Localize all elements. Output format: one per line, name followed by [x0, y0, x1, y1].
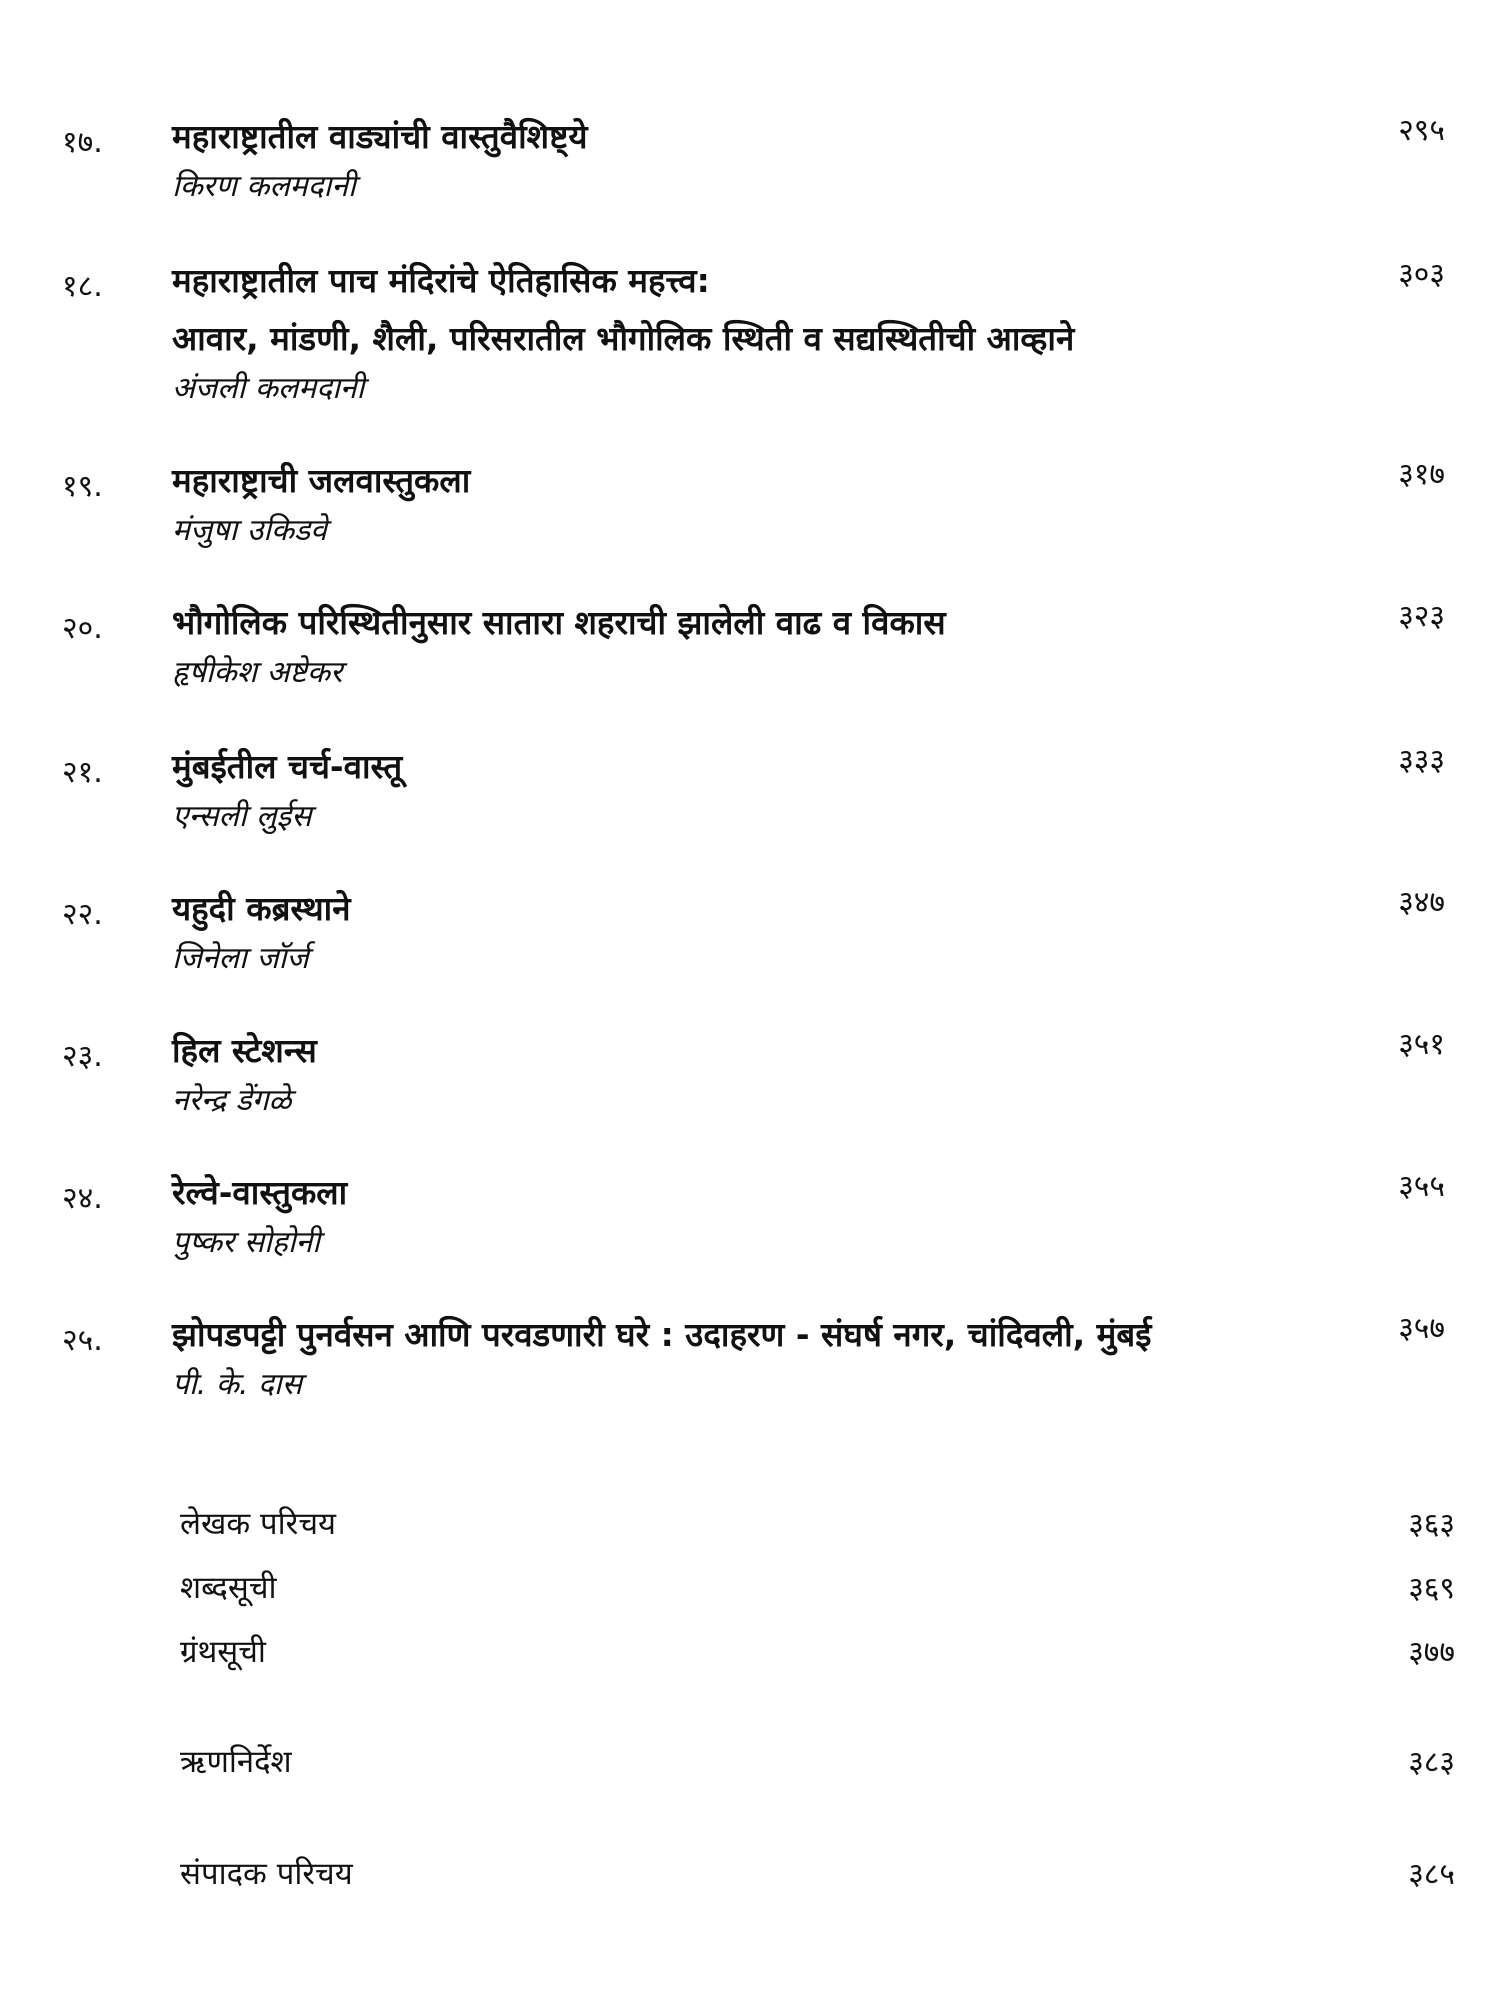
entry-title [172, 1306, 1352, 1364]
entry-title-line: महाराष्ट्रातील वाड्यांची वास्तुवैशिष्ट्ये [172, 117, 588, 156]
entry-author: किरण कलमदानी [172, 169, 356, 204]
entry-number: २२. [62, 897, 103, 932]
entry-title-line: हिल स्टेशन्स [172, 1031, 317, 1070]
back-matter-page: ३६३ [1408, 1507, 1455, 1542]
back-matter-page: ३७७ [1408, 1635, 1455, 1670]
entry-number: २५. [62, 1323, 103, 1358]
entry-title-line: झोपडपट्टी पुनर्वसन आणि परवडणारी घरे : उदाहरण - संघर्ष नगर, चांदिवली, मुंबई [172, 1315, 1152, 1354]
entry-title-line: मुंबईतील चर्च-वास्तू [172, 747, 403, 786]
entry-page-number: २९५ [1398, 113, 1445, 148]
entry-title-line: आवार, मांडणी, शैली, परिसरातील भौगोलिक स्थिती व सद्यस्थितीची आव्हाने [172, 319, 1075, 358]
entry-title [172, 1164, 1352, 1222]
entry-page-number: ३२३ [1398, 599, 1445, 634]
back-matter-page: ३८५ [1408, 1857, 1455, 1892]
entry-title [172, 252, 1352, 368]
entry-page-number: ३३३ [1398, 743, 1445, 778]
entry-author: पुष्कर सोहोनी [172, 1225, 321, 1260]
entry-number: १९. [62, 469, 103, 504]
entry-page-number: ३५१ [1398, 1027, 1445, 1062]
entry-page-number: ३५५ [1398, 1169, 1445, 1204]
entry-title-line: भौगोलिक परिस्थितीनुसार सातारा शहराची झालेली वाढ व विकास [172, 603, 946, 642]
back-matter-label: शब्दसूची [180, 1570, 277, 1606]
entry-title-line: यहुदी कब्रस्थाने [172, 889, 351, 928]
entry-author: हृषीकेश अष्टेकर [172, 655, 343, 690]
entry-page-number: ३१७ [1398, 457, 1445, 492]
entry-page-number: ३५७ [1398, 1311, 1445, 1346]
entry-title [172, 738, 1352, 796]
entry-author: पी. के. दास [172, 1367, 302, 1402]
entry-title [172, 880, 1352, 938]
entry-author: नरेन्द्र डेंगळे [172, 1083, 292, 1118]
entry-number: २०. [62, 611, 103, 646]
entry-title [172, 108, 1352, 166]
entry-number: २३. [62, 1039, 103, 1074]
entry-number: २१. [62, 755, 103, 790]
entry-page-number: ३४७ [1398, 885, 1445, 920]
entry-title-line: महाराष्ट्रातील पाच मंदिरांचे ऐतिहासिक महत्त्व: [172, 261, 710, 300]
entry-number: २४. [62, 1181, 103, 1216]
back-matter-page: ३८३ [1408, 1745, 1455, 1780]
back-matter-label: ग्रंथसूची [180, 1634, 266, 1670]
entry-author: मंजुषा उकिडवे [172, 513, 327, 548]
back-matter-label: लेखक परिचय [180, 1506, 337, 1542]
entry-page-number: ३०३ [1398, 257, 1445, 292]
entry-title [172, 452, 1352, 510]
entry-author: जिनेला जॉर्ज [172, 941, 309, 976]
entry-title [172, 1022, 1352, 1080]
back-matter-label: संपादक परिचय [180, 1856, 353, 1892]
entry-number: १७. [62, 125, 103, 160]
entry-title-line: महाराष्ट्राची जलवास्तुकला [172, 461, 471, 500]
back-matter-label: ऋणनिर्देश [180, 1744, 292, 1780]
entry-title-line: रेल्वे-वास्तुकला [172, 1173, 348, 1212]
entry-author: एन्सली लुईस [172, 799, 312, 834]
entry-number: १८. [62, 269, 103, 304]
entry-author: अंजली कलमदानी [172, 371, 365, 406]
entry-title [172, 594, 1352, 652]
back-matter-page: ३६९ [1408, 1571, 1455, 1606]
